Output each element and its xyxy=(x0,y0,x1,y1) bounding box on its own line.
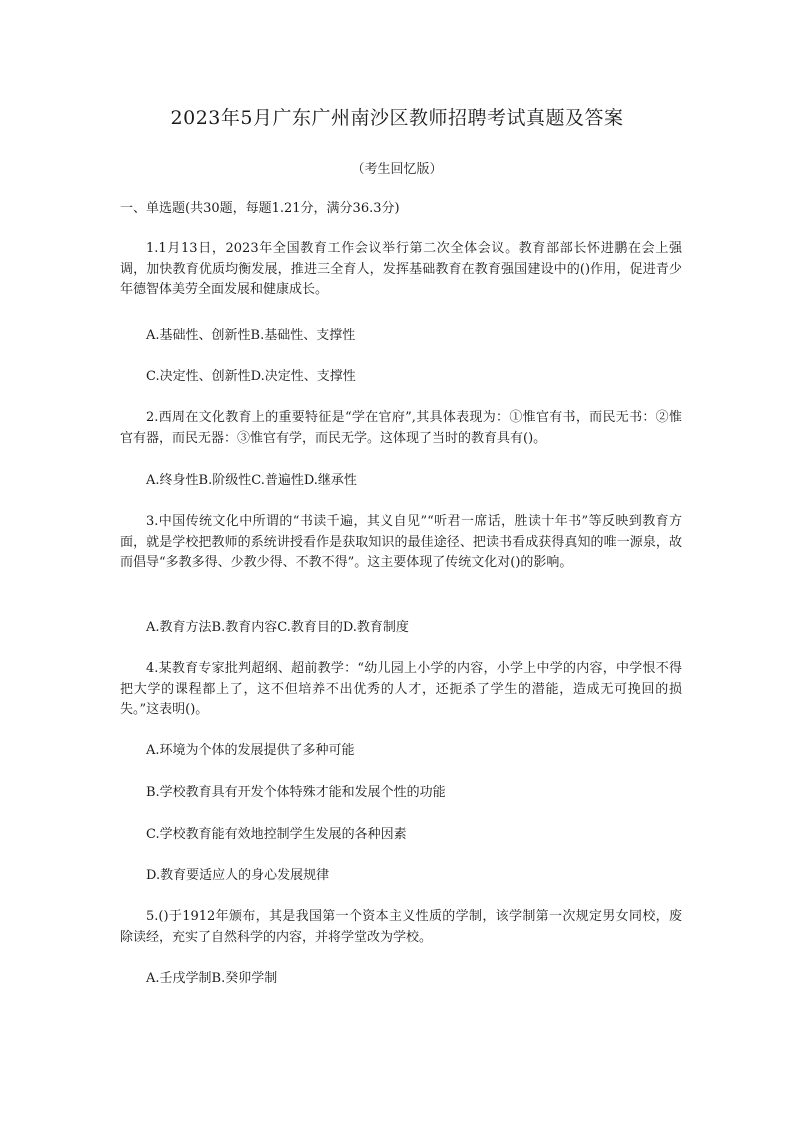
question-1-options-ab: A.基础性、创新性B.基础性、支撑性 xyxy=(146,328,356,343)
document-subtitle: （考生回忆版） xyxy=(351,162,443,177)
question-4-option-c: C.学校教育能有效地控制学生发展的各种因素 xyxy=(146,827,407,842)
question-1-options-cd: C.决定性、创新性D.决定性、支撑性 xyxy=(146,369,356,384)
question-3-options: A.教育方法B.教育内容C.教育目的D.教育制度 xyxy=(146,620,409,635)
section-heading: 一、单选题(共30题，每题1.21分，满分36.3分) xyxy=(120,201,400,216)
question-4-option-a: A.环境为个体的发展提供了多种可能 xyxy=(146,743,355,758)
question-1-stem: 1.1月13日，2023年全国教育工作会议举行第二次全体会议。教育部部长怀进鹏在会上强调，加快教育优质均衡发展，推进三全育人，发挥基础教育在教育强国建设中的()作用，促进青少年德智体美劳全面发展和健康成长。 xyxy=(120,241,682,297)
question-2-options: A.终身性B.阶级性C.普遍性D.继承性 xyxy=(146,473,357,488)
question-4-stem: 4.某教育专家批判超纲、超前教学：“幼儿园上小学的内容，小学上中学的内容，中学恨不得把大学的课程都上了，这不但培养不出优秀的人才，还扼杀了学生的潜能，造成无可挽回的损失。”这表明()。 xyxy=(120,661,682,717)
question-3-stem: 3.中国传统文化中所谓的“书读千遍，其义自见”“听君一席话，胜读十年书”等反映到教育方面，就是学校把教师的系统讲授看作是获取知识的最佳途径、把读书看成获得真知的唯一源泉，故而倡导“多教多得、少教少得、不教不得”。这主要体现了传统文化对()的影响。 xyxy=(120,514,682,570)
document-title: 2023年5月广东广州南沙区教师招聘考试真题及答案 xyxy=(170,107,624,129)
question-2-stem: 2.西周在文化教育上的重要特征是“学在官府”,其具体表现为：①惟官有书，而民无书：②惟官有器，而民无器：③惟官有学，而民无学。这体现了当时的教育具有()。 xyxy=(120,410,682,446)
question-5-options-ab: A.壬戌学制B.癸卯学制 xyxy=(146,971,278,986)
question-5-stem: 5.()于1912年颁布，其是我国第一个资本主义性质的学制，该学制第一次规定男女同校，废除读经，充实了自然科学的内容，并将学堂改为学校。 xyxy=(120,909,682,945)
question-4-option-d: D.教育要适应人的身心发展规律 xyxy=(146,868,330,883)
question-4-option-b: B.学校教育具有开发个体特殊才能和发展个性的功能 xyxy=(146,785,446,800)
